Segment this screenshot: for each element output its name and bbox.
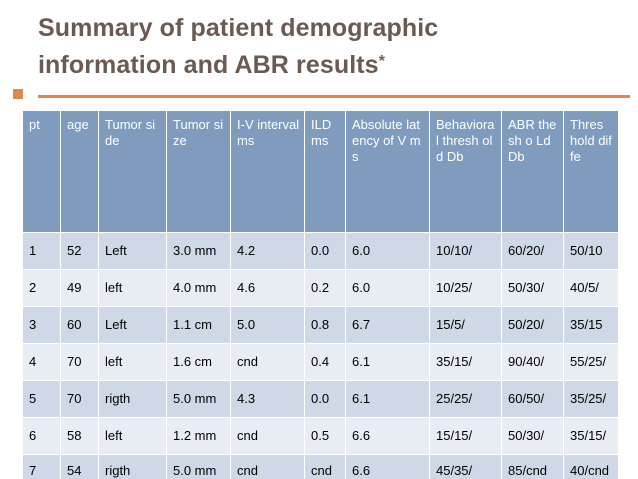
cell-tumor-size: 1.2 mm: [167, 418, 231, 455]
demographics-table: [22, 110, 618, 479]
cell-tumor-size: 1.1 cm: [167, 307, 231, 344]
cell-absolute-latency: 6.6: [346, 455, 430, 479]
cell-pt: 5: [23, 381, 61, 418]
cell-pt: 2: [23, 270, 61, 307]
column-header-tumor-side: Tumor side: [99, 111, 167, 233]
cell-abr-threshold: 90/40/: [502, 344, 564, 381]
cell-tumor-side: rigth: [99, 381, 167, 418]
cell-threshold-difference: 35/15: [564, 307, 619, 344]
cell-age: 60: [61, 307, 99, 344]
column-header-tumor-size: Tumor size: [167, 111, 231, 233]
cell-tumor-size: 4.0 mm: [167, 270, 231, 307]
cell-absolute-latency: 6.7: [346, 307, 430, 344]
cell-threshold-difference: 35/15/: [564, 418, 619, 455]
cell-threshold-difference: 40/5/: [564, 270, 619, 307]
table-row: [23, 455, 619, 479]
slide-title-line2: information and ABR results: [38, 51, 379, 79]
cell-threshold-difference: 40/cnd: [564, 455, 619, 479]
cell-age: 49: [61, 270, 99, 307]
cell-abr-threshold: 60/50/: [502, 381, 564, 418]
cell-iv-interval: 4.6: [231, 270, 305, 307]
cell-iv-interval: 4.3: [231, 381, 305, 418]
column-header-absolute-latency: Absolute latency of V ms: [346, 111, 430, 233]
footnote-marker: *: [378, 53, 386, 70]
column-header-iv-interval: I-V interval ms: [231, 111, 305, 233]
table-row: [23, 270, 619, 307]
table-row: [23, 381, 619, 418]
cell-behavioral-threshold: 15/5/: [430, 307, 502, 344]
cell-threshold-difference: 50/10: [564, 233, 619, 270]
cell-pt: 3: [23, 307, 61, 344]
cell-age: 70: [61, 381, 99, 418]
cell-tumor-side: Left: [99, 233, 167, 270]
cell-iv-interval: 4.2: [231, 233, 305, 270]
cell-pt: 4: [23, 344, 61, 381]
cell-ild: 0.5: [305, 418, 346, 455]
cell-abr-threshold: 50/20/: [502, 307, 564, 344]
accent-rule: [38, 95, 630, 98]
cell-age: 58: [61, 418, 99, 455]
cell-behavioral-threshold: 25/25/: [430, 381, 502, 418]
cell-ild: 0.8: [305, 307, 346, 344]
slide-title: [38, 10, 618, 84]
cell-absolute-latency: 6.1: [346, 381, 430, 418]
cell-iv-interval: cnd: [231, 344, 305, 381]
cell-threshold-difference: 55/25/: [564, 344, 619, 381]
cell-pt: 6: [23, 418, 61, 455]
column-header-ild: ILD ms: [305, 111, 346, 233]
cell-tumor-side: left: [99, 270, 167, 307]
cell-absolute-latency: 6.1: [346, 344, 430, 381]
cell-tumor-size: 1.6 cm: [167, 344, 231, 381]
cell-tumor-side: left: [99, 418, 167, 455]
cell-tumor-size: 5.0 mm: [167, 381, 231, 418]
table-row: [23, 418, 619, 455]
cell-threshold-difference: 35/25/: [564, 381, 619, 418]
cell-absolute-latency: 6.0: [346, 270, 430, 307]
cell-pt: 7: [23, 455, 61, 479]
cell-behavioral-threshold: 15/15/: [430, 418, 502, 455]
cell-abr-threshold: 60/20/: [502, 233, 564, 270]
cell-absolute-latency: 6.6: [346, 418, 430, 455]
cell-abr-threshold: 50/30/: [502, 418, 564, 455]
cell-abr-threshold: 50/30/: [502, 270, 564, 307]
cell-age: 54: [61, 455, 99, 479]
cell-absolute-latency: 6.0: [346, 233, 430, 270]
cell-ild: 0.4: [305, 344, 346, 381]
cell-age: 52: [61, 233, 99, 270]
cell-tumor-side: left: [99, 344, 167, 381]
cell-ild: 0.2: [305, 270, 346, 307]
cell-behavioral-threshold: 35/15/: [430, 344, 502, 381]
cell-iv-interval: cnd: [231, 455, 305, 479]
table-row: [23, 233, 619, 270]
cell-tumor-side: Left: [99, 307, 167, 344]
cell-ild: cnd: [305, 455, 346, 479]
cell-behavioral-threshold: 45/35/: [430, 455, 502, 479]
column-header-abr-threshold: ABR thesh o Ld Db: [502, 111, 564, 233]
cell-abr-threshold: 85/cnd: [502, 455, 564, 479]
cell-tumor-side: rigth: [99, 455, 167, 479]
table-header-row: [23, 111, 619, 233]
cell-behavioral-threshold: 10/10/: [430, 233, 502, 270]
cell-behavioral-threshold: 10/25/: [430, 270, 502, 307]
column-header-threshold-difference: Thres hold diffe: [564, 111, 619, 233]
column-header-age: age: [61, 111, 99, 233]
table-row: [23, 307, 619, 344]
cell-iv-interval: cnd: [231, 418, 305, 455]
table-container: [22, 110, 618, 479]
cell-pt: 1: [23, 233, 61, 270]
table-body: [23, 233, 619, 479]
slide-title-line1: Summary of patient demographic: [38, 14, 439, 42]
cell-iv-interval: 5.0: [231, 307, 305, 344]
cell-age: 70: [61, 344, 99, 381]
table-row: [23, 344, 619, 381]
cell-ild: 0.0: [305, 233, 346, 270]
cell-tumor-size: 3.0 mm: [167, 233, 231, 270]
cell-ild: 0.0: [305, 381, 346, 418]
accent-square: [13, 89, 23, 99]
cell-tumor-size: 5.0 mm: [167, 455, 231, 479]
column-header-behavioral-threshold: Behavioral thresh old Db: [430, 111, 502, 233]
column-header-pt: pt: [23, 111, 61, 233]
